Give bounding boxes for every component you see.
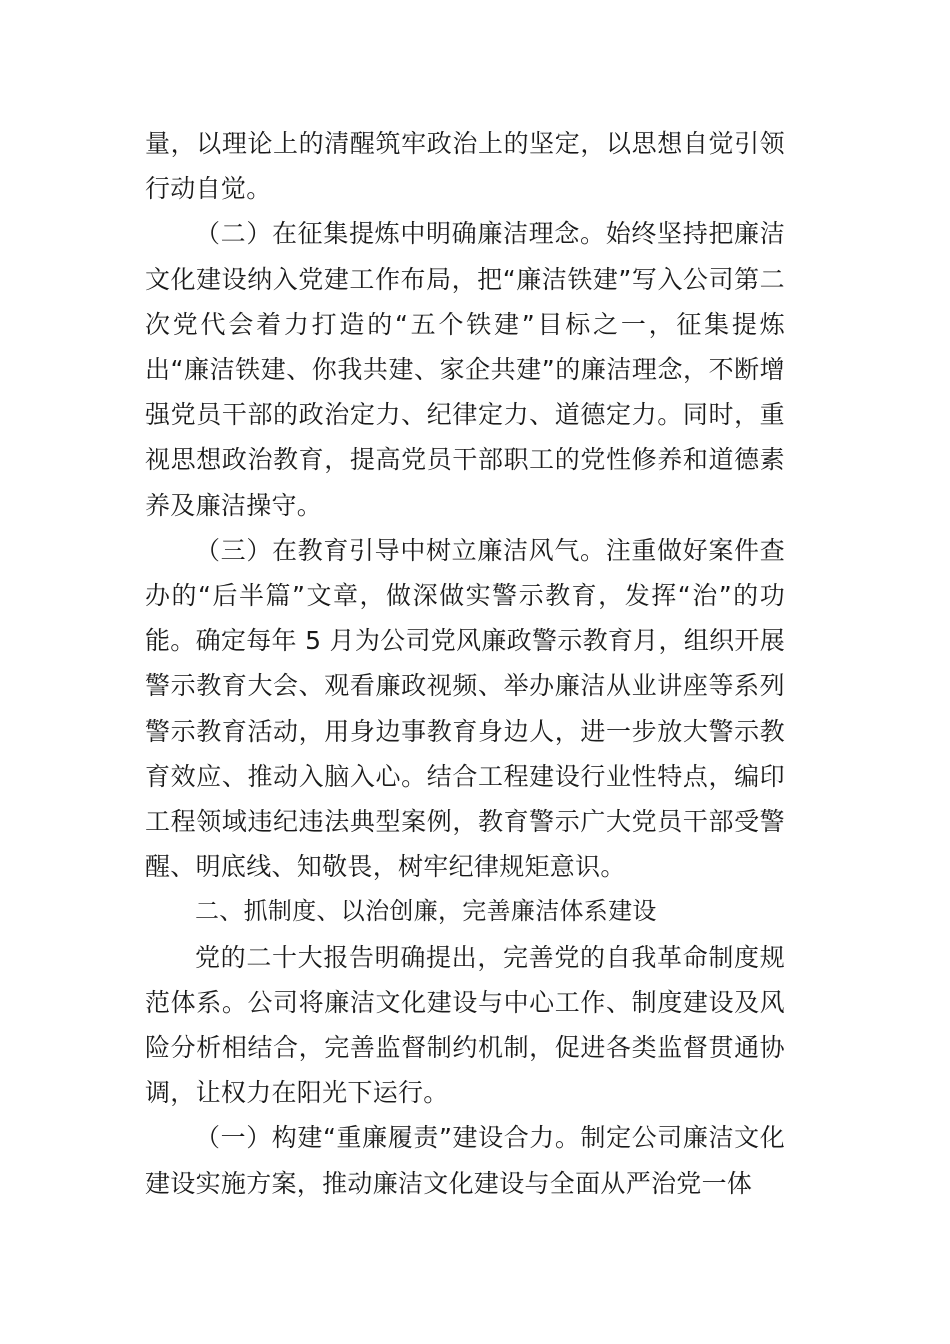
section-heading-2: 二、抓制度、以治创廉，完善廉洁体系建设 bbox=[195, 897, 657, 926]
paragraph-section-2: （二）在征集提炼中明确廉洁理念。始终坚持把廉洁文化建设纳入党建工作布局，把“廉洁铁建”写入公司第二次党代会着力打造的“五个铁建”目标之一，征集提炼出“廉洁铁建、你我共建、家企共建”的廉洁理念，不断增强党员干部的政治定力、纪律定力、道德定力。同时，重视思想政治教育，提高党员干部职工的党性修养和道德素养及廉洁操守。 bbox=[145, 219, 785, 520]
document-body bbox=[145, 121, 785, 1206]
paragraph-section-3: （三）在教育引导中树立廉洁风气。注重做好案件查办的“后半篇”文章，做深做实警示教育，发挥“治”的功能。确定每年 5 月为公司党风廉政警示教育月，组织开展警示教育大会、观看廉政视频、举办廉洁从业讲座等系列警示教育活动，用身边事教育身边人，进一步放大警示教育效应、推动入脑入心。结合工程建设行业性特点，编印工程领域违纪违法典型案例，教育警示广大党员干部受警醒、明底线、知敬畏，树牢纪律规矩意识。 bbox=[145, 535, 785, 882]
paragraph-section-intro: 党的二十大报告明确提出，完善党的自我革命制度规范体系。公司将廉洁文化建设与中心工作、制度建设及风险分析相结合，完善监督制约机制，促进各类监督贯通协调，让权力在阳光下运行。 bbox=[145, 942, 785, 1108]
paragraph-subsection-1: （一）构建“重廉履责”建设合力。制定公司廉洁文化建设实施方案，推动廉洁文化建设与全面从严治党一体 bbox=[145, 1123, 785, 1198]
paragraph-continuation: 量，以理论上的清醒筑牢政治上的坚定，以思想自觉引领行动自觉。 bbox=[145, 129, 785, 204]
